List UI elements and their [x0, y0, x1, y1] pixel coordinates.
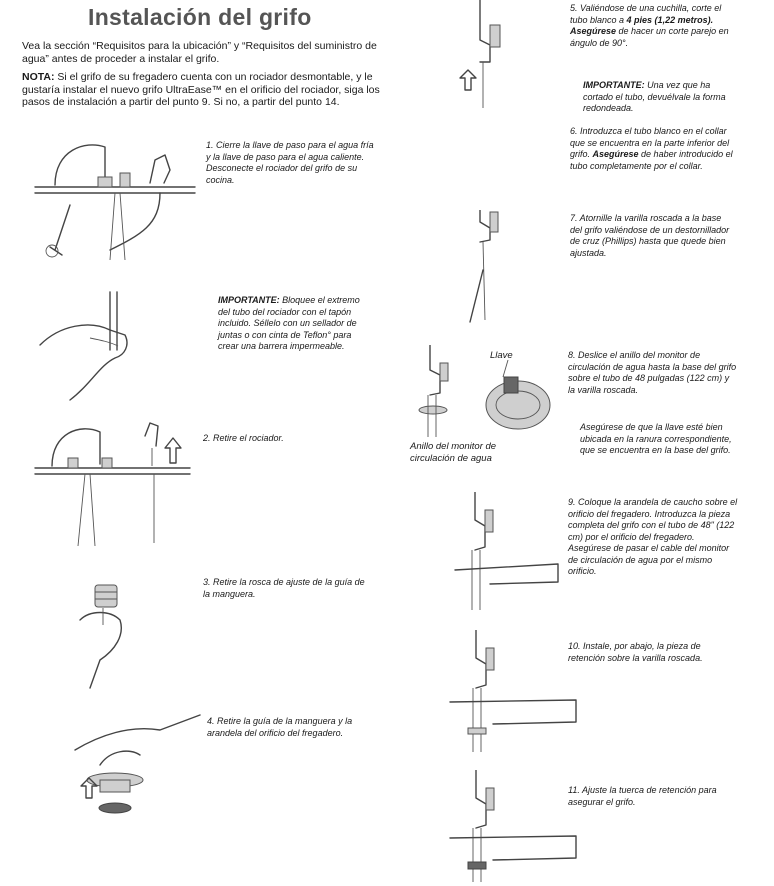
step-8-b: Asegúrese de que la llave esté bien ubicada en la ranura correspondiente, que se encuentra en la base del grifo. — [580, 422, 732, 455]
step-10-text: 10. Instale, por abajo, la pieza de retención sobre la varilla roscada. — [568, 641, 703, 663]
note-text: Si el grifo de su fregadero cuenta con un rociador desmontable, y le gustaría instalar el nuevo grifo UltraEase™ en el orificio del rociador, siga los pasos de instalación a partir del punto 9. Si no, a partir del punto 14. — [22, 71, 380, 108]
note-label: NOTA: — [22, 71, 55, 83]
important-5-label: IMPORTANTE: — [583, 80, 645, 90]
step-9-text: 9. Coloque la arandela de caucho sobre el orificio del fregadero. Introduzca la pieza completa del grifo con el tubo de 48" (122 cm) por el orificio del fregadero. Asegúrese de pasar el cable del monitor de circulación de agua por el mismo orificio. — [568, 497, 738, 576]
important-1-body: Bloquee el extremo del tubo del rociador con el tapón incluido. Séllelo con un sellador de juntas o con cinta de Teflon° para crear una barrera impermeable. — [218, 295, 360, 351]
step-6-b: Asegúrese — [592, 149, 639, 159]
step-1-text: 1. Cierre la llave de paso para el agua fría y la llave de paso para el agua caliente. Desconecte el rociador del grifo de su cocina. — [206, 140, 374, 185]
step-5-c: de hacer un corte parejo en ángulo de 90°. — [570, 26, 729, 48]
important-5-text — [583, 80, 738, 115]
page-title: Instalación del grifo — [88, 4, 312, 30]
remove-hose-nut-figure — [70, 580, 150, 690]
intro-section — [22, 40, 382, 115]
insert-faucet-figure — [450, 492, 560, 612]
step-6-c: de haber introducido el tubo completamente por el collar. — [570, 149, 733, 171]
step-5-text — [570, 3, 740, 49]
step-8-a: 8. Deslice el anillo del monitor de circulación de agua hasta la base del grifo sobre el tubo de 48 pulgadas (122 cm) y la varilla roscada. — [568, 350, 737, 395]
important-1-text — [218, 295, 373, 353]
step-7-text: 7. Atornille la varilla roscada a la base del grifo valiéndose de un destornillador de cruz (Phillips) hasta que quede bien ajustada. — [570, 213, 730, 258]
step-6-text — [570, 126, 742, 172]
step-5-b: 4 pies (1,22 metros). Asegúrese — [570, 14, 714, 36]
attach-threaded-rod-figure — [455, 210, 515, 325]
tighten-nut-figure — [448, 770, 578, 885]
monitor-ring-label: Anillo del monitor de circulación de agua — [410, 441, 497, 464]
note-paragraph — [22, 71, 382, 109]
step-3-text: 3. Retire la rosca de ajuste de la guía de la manguera. — [203, 577, 365, 599]
step-8-text — [568, 350, 738, 396]
monitor-ring-figure — [408, 345, 558, 440]
step-8b-text — [580, 422, 740, 457]
step-5-a: 5. Valiéndose de una cuchilla, corte el tubo blanco a — [570, 3, 722, 25]
llave-label: Llave — [490, 350, 513, 361]
step-4-text: 4. Retire la guía de la manguera y la arandela del orificio del fregadero. — [207, 716, 353, 738]
step-6-a: 6. Introduzca el tubo blanco en el collar que se encuentra en la parte inferior del grifo. — [570, 126, 730, 159]
remove-sprayer-figure — [30, 418, 195, 548]
step-2-text: 2. Retire el rociador. — [203, 433, 284, 443]
step-11-text: 11. Ajuste la tuerca de retención para asegurar el grifo. — [568, 785, 717, 807]
remove-hose-guide-figure — [70, 710, 210, 825]
faucet-and-sprayer-figure — [30, 135, 200, 270]
intro-paragraph: Vea la sección “Requisitos para la ubicación” y “Requisitos del suministro de agua” antes de proceder a instalar el grifo. — [22, 40, 377, 65]
hand-plugging-tube-figure — [30, 290, 150, 405]
important-1-label: IMPORTANTE: — [218, 295, 280, 305]
cut-tube-figure — [455, 0, 520, 110]
important-5-body: Una vez que ha cortado el tubo, devuélvale la forma redondeada. — [583, 80, 726, 113]
retention-piece-figure — [448, 630, 578, 755]
